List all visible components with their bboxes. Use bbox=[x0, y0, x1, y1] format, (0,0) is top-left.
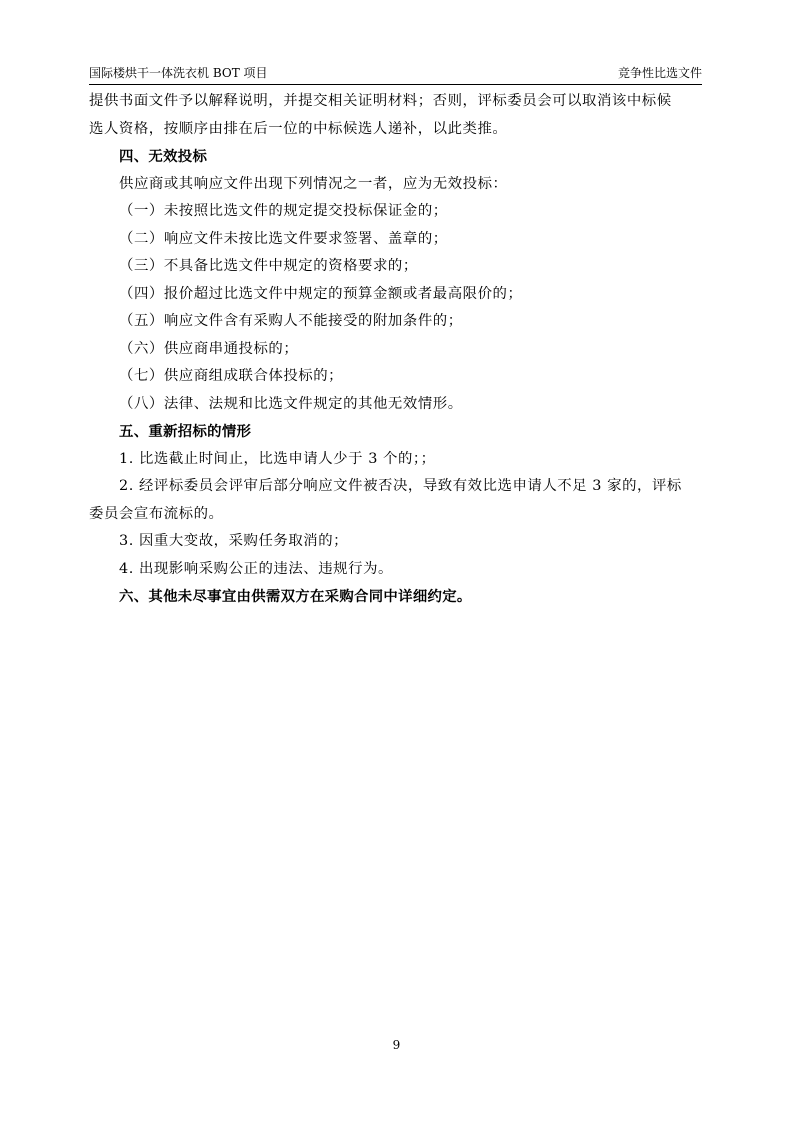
document-body bbox=[89, 88, 711, 611]
list-item-invalid-bid-7: （七）供应商组成联合体投标的； bbox=[119, 368, 344, 384]
section-heading-other-matters: 六、其他未尽事宜由供需双方在采购合同中详细约定。 bbox=[119, 588, 472, 605]
list-item-invalid-bid-1: （一）未按照比选文件的规定提交投标保证金的； bbox=[119, 203, 448, 219]
list-item-rebid-2-continuation: 委员会宣布流标的。 bbox=[89, 505, 224, 522]
paragraph-invalid-bid-intro: 供应商或其响应文件出现下列情况之一者，应为无效投标： bbox=[119, 175, 508, 192]
page-number: 9 bbox=[392, 1038, 401, 1052]
section-heading-invalid-bid: 四、无效投标 bbox=[119, 148, 208, 165]
page-header bbox=[89, 64, 702, 85]
header-project-title: 国际楼烘干一体洗衣机 BOT 项目 bbox=[89, 66, 268, 80]
section-heading-rebid: 五、重新招标的情形 bbox=[119, 423, 252, 440]
list-item-invalid-bid-2: （二）响应文件未按比选文件要求签署、盖章的； bbox=[119, 230, 448, 247]
paragraph-continuation-line-1: 提供书面文件予以解释说明，并提交相关证明材料；否则，评标委员会可以取消该中标候 bbox=[89, 93, 672, 109]
list-item-rebid-4: 4. 出现影响采购公正的违法、违规行为。 bbox=[119, 560, 393, 577]
paragraph-continuation-line-2: 选人资格，按顺序由排在后一位的中标候选人递补，以此类推。 bbox=[89, 120, 508, 137]
list-item-rebid-3: 3. 因重大变故，采购任务取消的； bbox=[119, 533, 349, 549]
list-item-rebid-2: 2. 经评标委员会评审后部分响应文件被否决，导致有效比选申请人不足 3 家的，评标 bbox=[119, 478, 682, 494]
list-item-invalid-bid-5: （五）响应文件含有采购人不能接受的附加条件的； bbox=[119, 313, 463, 329]
header-document-type: 竞争性比选文件 bbox=[617, 66, 702, 80]
list-item-invalid-bid-8: （八）法律、法规和比选文件规定的其他无效情形。 bbox=[119, 395, 463, 412]
list-item-invalid-bid-4: （四）报价超过比选文件中规定的预算金额或者最高限价的； bbox=[119, 285, 523, 302]
list-item-rebid-1: 1. 比选截止时间止，比选申请人少于 3 个的；； bbox=[119, 450, 436, 467]
list-item-invalid-bid-6: （六）供应商串通投标的； bbox=[119, 340, 299, 357]
list-item-invalid-bid-3: （三）不具备比选文件中规定的资格要求的； bbox=[119, 258, 418, 274]
